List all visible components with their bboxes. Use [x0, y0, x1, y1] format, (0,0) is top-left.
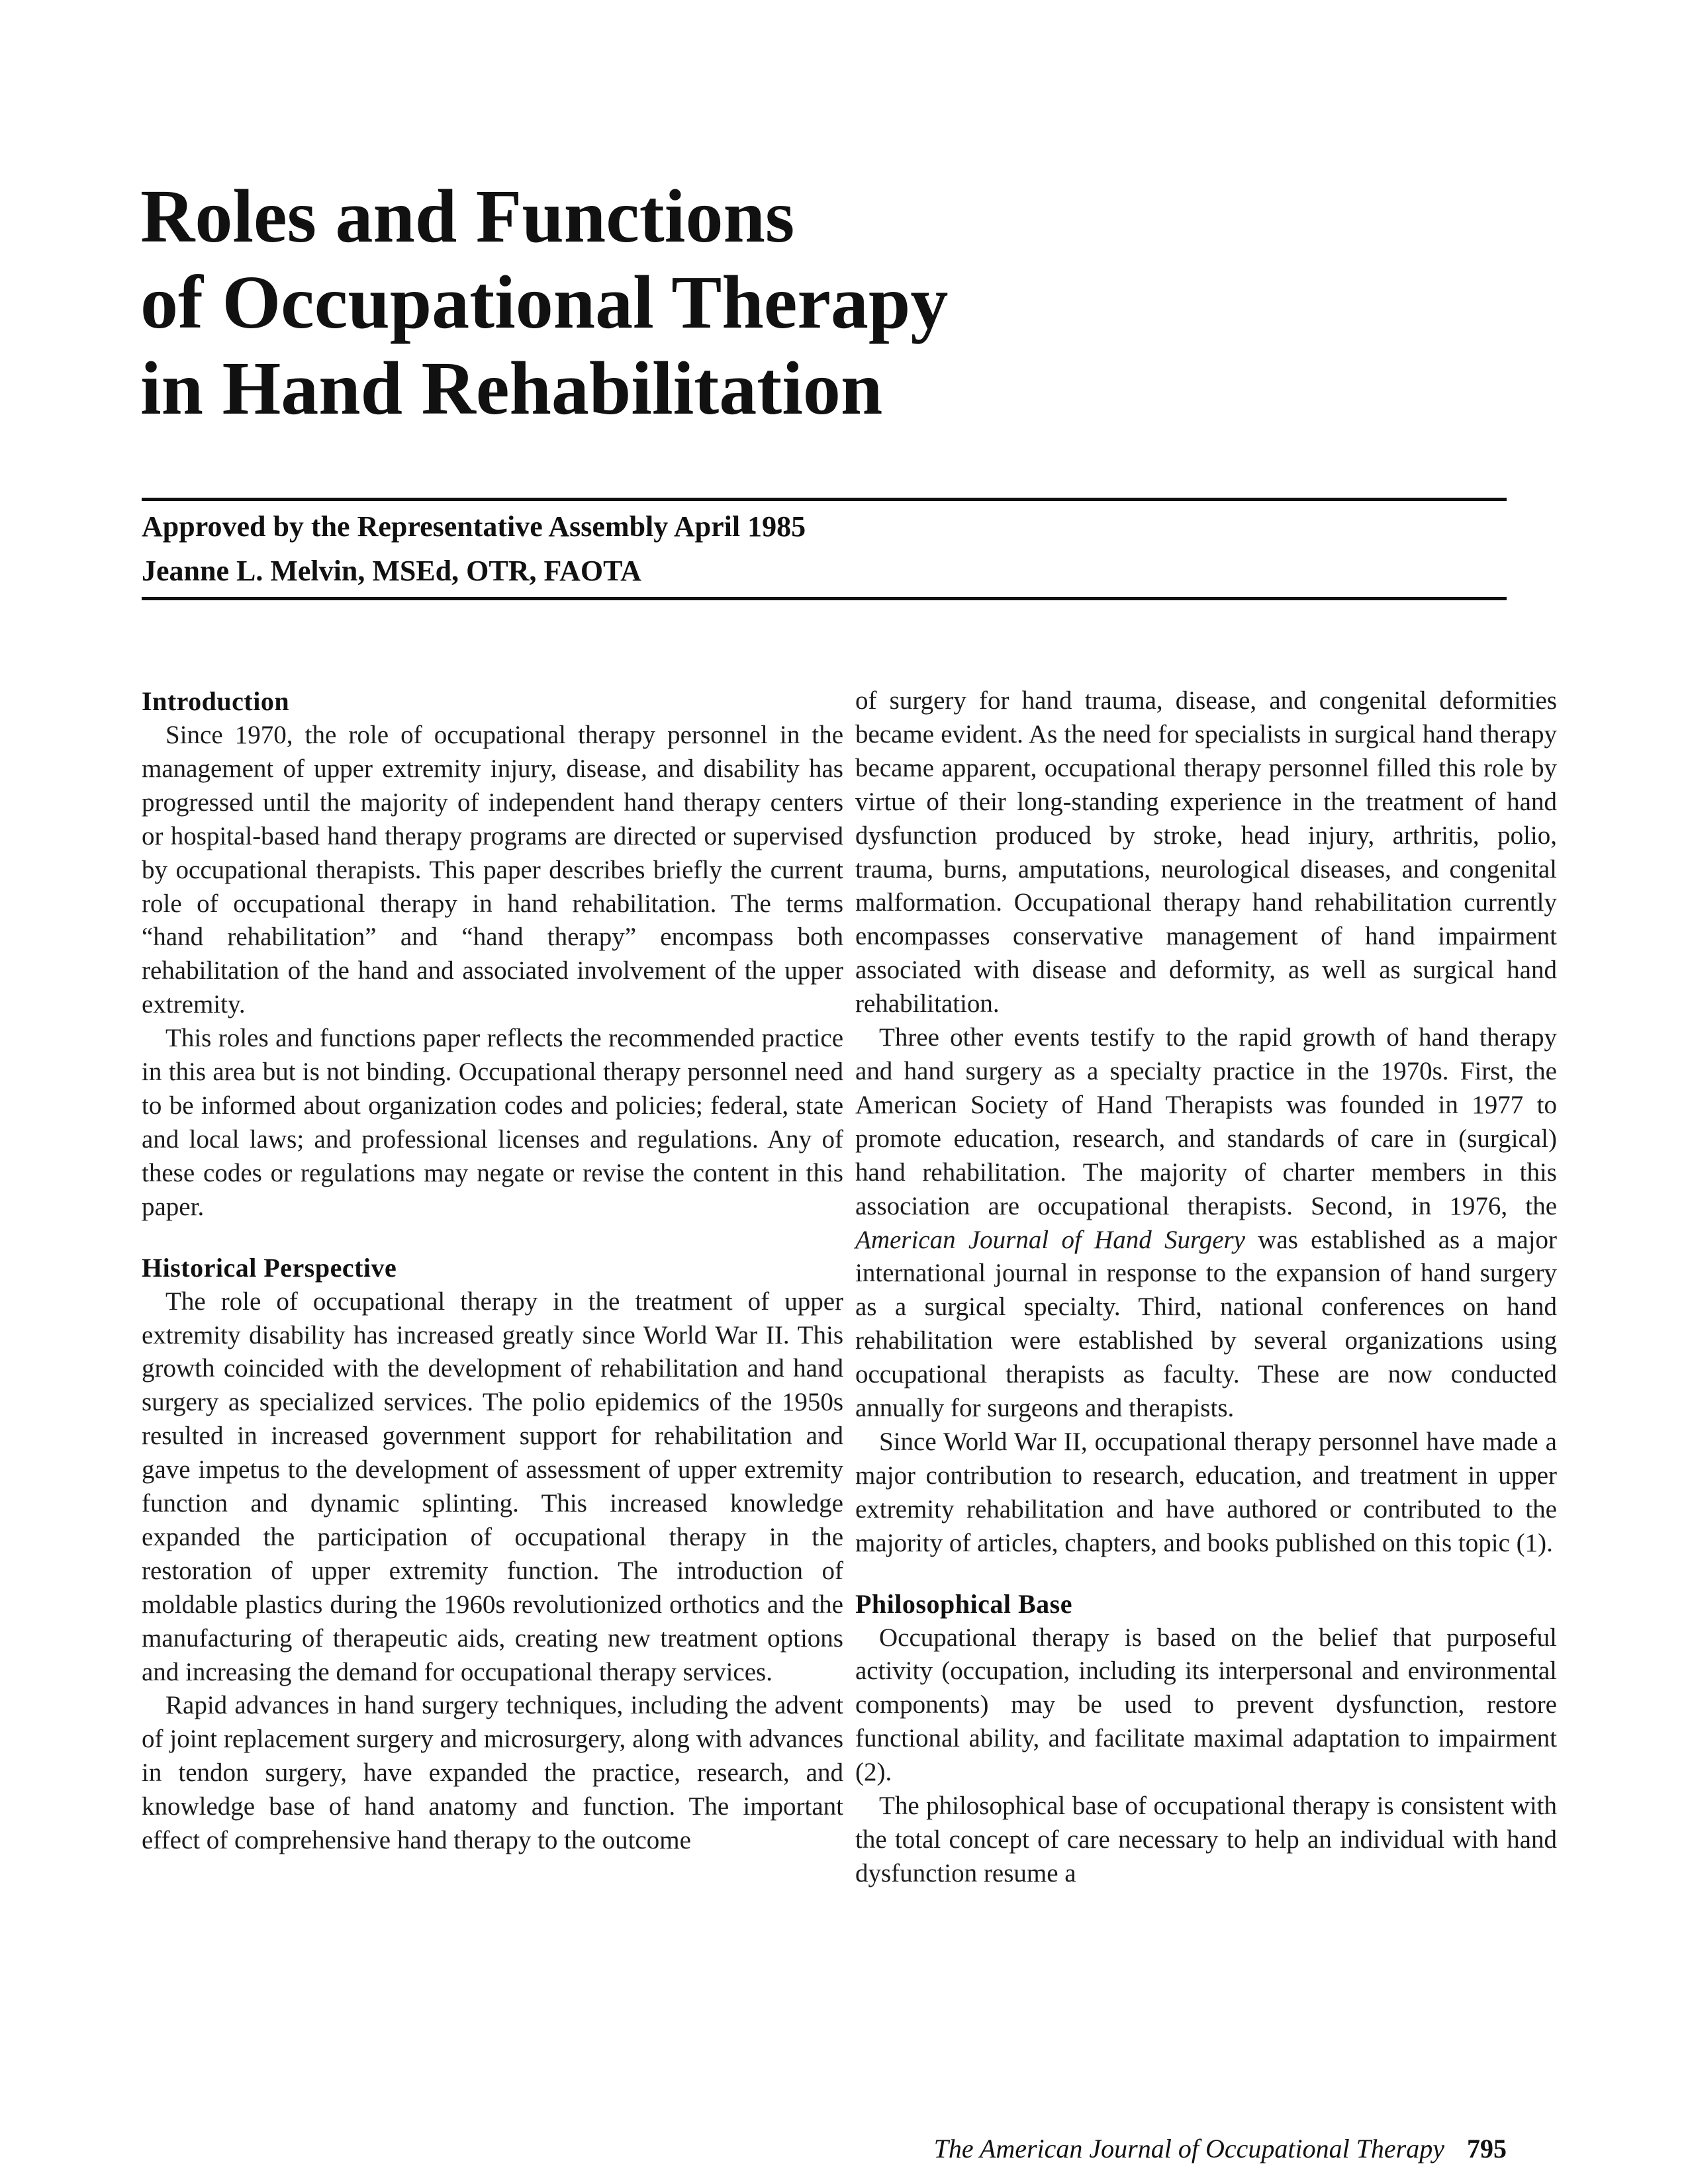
journal-name: American Journal of Hand Surgery	[855, 1225, 1245, 1254]
philosophical-paragraph-2: The philosophical base of occupational therapy is consistent with the total concept of care necessary to help an individual with hand dysfunction resume a	[855, 1792, 1557, 1888]
approval-line: Approved by the Representative Assembly April 1985	[142, 510, 806, 543]
historical-paragraph-3	[855, 1021, 1557, 1426]
historical-paragraph-2: Rapid advances in hand surgery techniques, including the advent of joint replacement surgery and microsurgery, along with advances in tendon surgery, have expanded the practice, research, and knowledge base of hand anatomy and function. The important effect of comprehensive hand therapy to the outcome	[142, 1691, 843, 1855]
introduction-paragraph-1: Since 1970, the role of occupational therapy personnel in the management of upper extremity injury, disease, and disability has progressed until the majority of independent hand therapy centers or hospital-based hand therapy programs are directed or supervised by occupational therapists. This paper describes briefly the current role of occupational therapy in hand rehabilitation. The terms “hand rehabilitation” and “hand therapy” encompass both rehabilitation of the hand and associated involvement of the upper extremity.	[142, 721, 843, 1019]
right-column	[855, 684, 1557, 1891]
journal-footer: The American Journal of Occupational Therapy	[933, 2134, 1444, 2163]
left-column	[142, 684, 843, 1858]
page-footer	[934, 2132, 1507, 2165]
historical-paragraph-3-end: was established as a major international journal in response to the expansion of hand surgery as a surgical specialty. Third, national conferences on hand rehabilitation were established by several organizations using occupational therapists as faculty. These are now conducted annually for surgeons and therapists.	[855, 1225, 1557, 1423]
title-line-3: in Hand Rehabilitation	[140, 346, 883, 430]
historical-paragraph-1: The role of occupational therapy in the treatment of upper extremity disability has increased greatly since World War II. This growth coincided with the development of rehabilitation and hand surgery as specialized services. The polio epidemics of the 1950s resulted in increased government support for rehabilitation and gave impetus to the development of assessment of upper extremity function and dynamic splinting. This increased knowledge expanded the participation of occupational therapy in the restoration of upper extremity function. The introduction of moldable plastics during the 1960s revolutionized orthotics and the manufacturing of therapeutic aids, creating new treatment options and increasing the demand for occupational therapy services.	[142, 1287, 843, 1686]
historical-paragraph-4: Since World War II, occupational therapy personnel have made a major contribution to research, education, and treatment in upper extremity rehabilitation and have authored or contributed to the majority of articles, chapters, and books published on this topic (1).	[855, 1427, 1557, 1557]
historical-paragraph-2-continued: of surgery for hand trauma, disease, and congenital deformities became evident. As the need for specialists in surgical hand therapy became apparent, occupational therapy personnel filled this role by virtue of their long-standing experience in the treatment of hand dysfunction produced by stroke, head injury, arthritis, polio, trauma, burns, amputations, neurological diseases, and congenital malformation. Occupational therapy hand rehabilitation currently encompasses conservative management of hand impairment associated with disease and deformity, as well as surgical hand rehabilitation.	[855, 686, 1557, 1019]
author-line: Jeanne L. Melvin, MSEd, OTR, FAOTA	[142, 555, 641, 587]
top-rule	[142, 498, 1507, 501]
title-line-2: of Occupational Therapy	[140, 260, 949, 344]
title-line-1: Roles and Functions	[140, 174, 795, 258]
page-number: 795	[1467, 2134, 1507, 2163]
historical-perspective-heading: Historical Perspective	[142, 1252, 397, 1283]
philosophical-base-heading: Philosophical Base	[855, 1588, 1072, 1619]
philosophical-paragraph-1: Occupational therapy is based on the belief that purposeful activity (occupation, including its interpersonal and environmental components) may be used to prevent dysfunction, restore functional ability, and facilitate maximal adaptation to impairment (2).	[855, 1623, 1557, 1787]
introduction-paragraph-2: This roles and functions paper reflects the recommended practice in this area but is not binding. Occupational therapy personnel need to be informed about organization codes and policies; federal, state and local laws; and professional licenses and regulations. Any of these codes or regulations may negate or revise the content in this paper.	[142, 1024, 843, 1221]
bottom-rule	[142, 597, 1507, 600]
historical-paragraph-3-start: Three other events testify to the rapid growth of hand therapy and hand surgery as a specialty practice in the 1970s. First, the American Society of Hand Therapists was founded in 1977 to promote education, research, and standards of care in (surgical) hand rehabilitation. The majority of charter members in this association are occupational therapists. Second, in 1976, the	[855, 1023, 1557, 1220]
article-title	[140, 173, 1398, 432]
introduction-heading: Introduction	[142, 686, 290, 716]
